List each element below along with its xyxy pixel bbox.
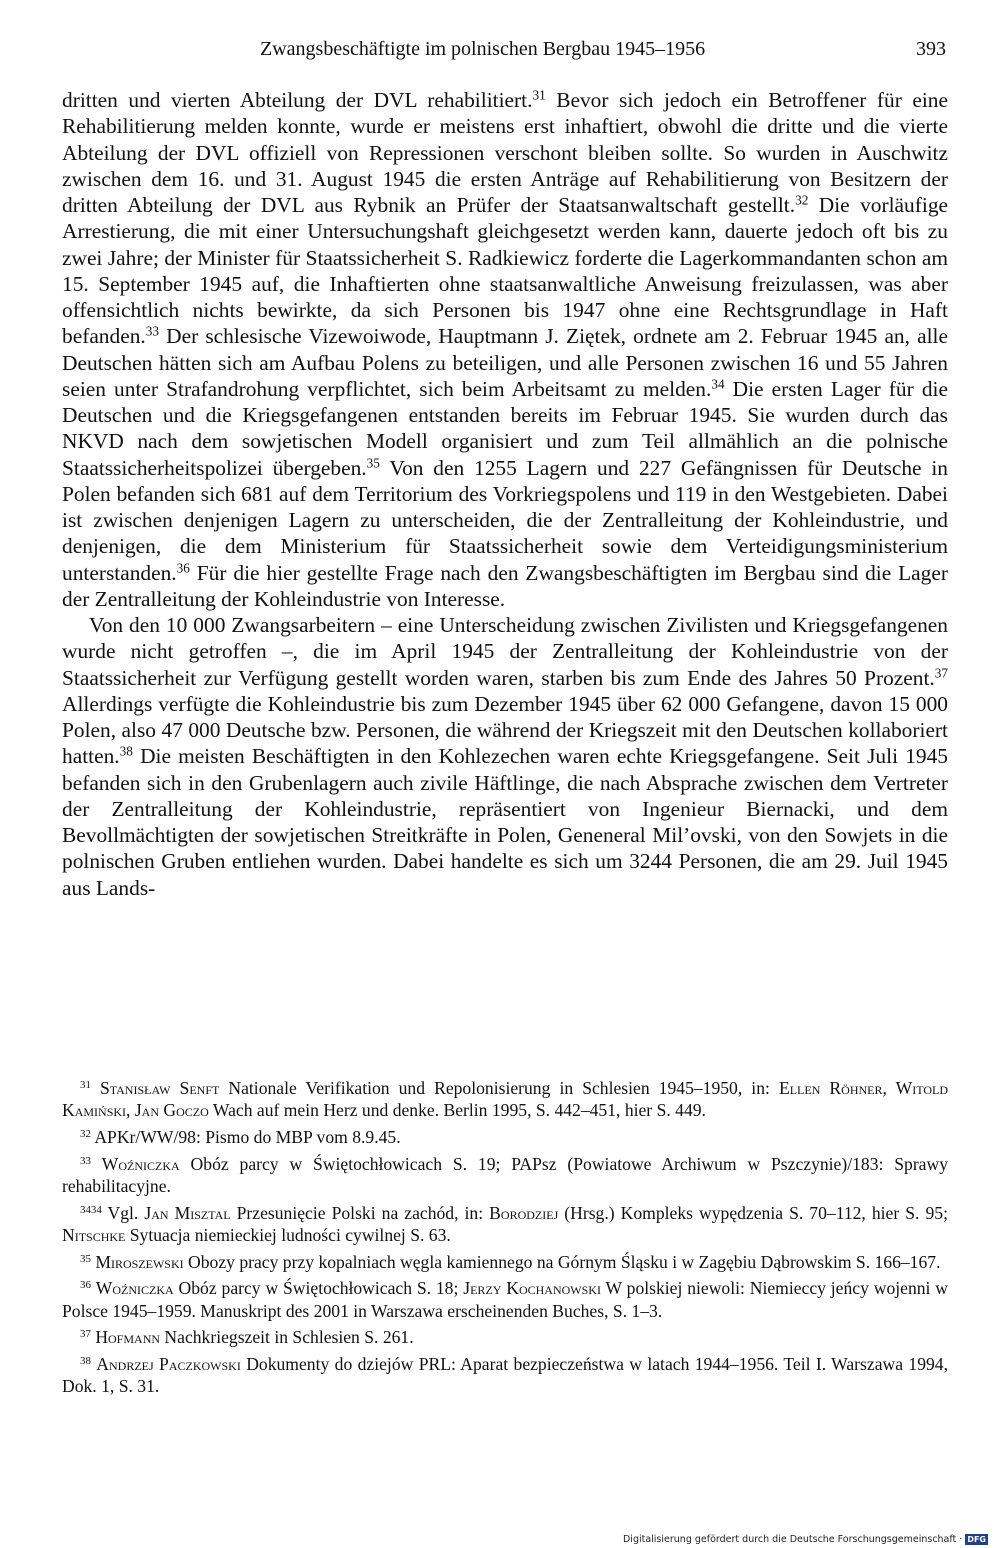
dfg-logo-icon: DFG [967,1535,986,1544]
footnote-number: 35 [80,1252,91,1265]
text-segment: Allerdings verfügte die Kohleindustrie bis zum Dezember 1945 über 62 000 Gefangene, davon 15 000 Polen, also 47 000 Deutsche bzw. Personen, die während der Kriegszeit mit den Deutschen kollaboriert hatten. [62,691,948,769]
footnote-number: 36 [80,1279,91,1292]
footnote-author: Stanisław Senft [99,1078,220,1098]
digitization-text: Digitalisierung gefördert durch die Deutsche Forschungsgemeinschaft · [622,1534,963,1545]
footnote-text: Obóz parcy w Świętochłowicach S. 19; PAPsz (Powiatowe Archiwum w Pszczynie)/183: Sprawy rehabilitacyjne. [62,1153,948,1196]
footnote-author: Andrzej Paczkowski [96,1354,241,1374]
footnote-text: Obozy pracy przy kopalniach węgla kamiennego na Górnym Śląsku i w Zagębiu Dąbrowskim S. 166–167. [183,1251,941,1272]
footnote-author: Woźniczka [95,1278,174,1299]
footnote-33 [62,1153,948,1198]
footnote-text: Przesunięcie Polski na zachód, in: [230,1202,490,1223]
footnotes [62,1077,948,1402]
footnote-text: Vgl. [101,1202,145,1223]
footnote-31 [62,1077,948,1122]
footnote-number: 33 [80,1154,91,1167]
footnote-ref-33: 33 [145,323,159,339]
footnote-author: Jerzy Kochanowski [463,1278,601,1299]
footnote-author: Ellen Röhner, Witold Kamiński, Jan Goczo [62,1078,949,1121]
footnote-text: Wach auf mein Herz und denke. Berlin 1995, S. 442–451, hier S. 449. [208,1100,706,1121]
footnote-text: Nachkriegszeit in Schlesien S. 261. [160,1327,414,1348]
text-segment: Die meisten Beschäftigten in den Kohlezechen waren echte Kriegsgefangene. Seit Juli 1945 befanden sich in den Grubenlagern auch zivile Häftlinge, die nach Absprache zwischen dem Vertreter der Zentralleitung der Kohleindustrie, repräsentiert von Ingenieur Biernacki, und dem Bevollmächtigten der sowjetischen Streitkräfte in Polen, Geneneral Mil’ovski, von den Sowjets in die polnischen Gruben entliehen wurden. Dabei handelte es sich um 3244 Personen, die am 29. Juil 1945 aus Lands- [62,744,948,900]
footnote-text: Sytuacja niemieckiej ludności cywilnej S. 63. [125,1224,451,1245]
text-segment: Der schlesische Vizewoiwode, Hauptmann J. Ziętek, ordnete am 2. Februar 1945 an, alle Deutschen hätten sich am Aufbau Polens zu beteiligen, und alle Personen zwischen 16 und 55 Jahren seien unter Strafandrohung verpflichtet, sich beim Arbeitsamt zu melden. [62,324,948,401]
digitization-note [623,1534,988,1545]
text-segment: Die vorläufige Arrestierung, die mit einer Untersuchungshaft gleichgesetzt werden kann, dauerte jedoch oft bis zu zwei Jahre; der Minister für Staatssicherheit S. Radkiewicz forderte die Lagerkommandanten schon am 15. September 1945 auf, die Inhaftierten ohne staatsanwaltliche Anweisung freizulassen, was aber offensichtlich nichts bewirkte, da sich Personen bis 1947 ohne eine Rechtsgrundlage in Haft befanden. [62,193,949,349]
footnote-number: 38 [80,1355,91,1367]
footnote-ref-34: 34 [711,376,725,392]
footnote-author: Borodziej [489,1202,559,1223]
running-title: Zwangsbeschäftigte im polnischen Bergbau 1945–1956 [260,38,706,60]
footnote-37 [62,1326,948,1348]
body-paragraph-1 [62,87,948,612]
footnote-text: Dokumenty do dziejów PRL: Aparat bezpieczeństwa w latach 1944–1956. Teil I. Warszawa 1994, Dok. 1, S. 31. [62,1354,948,1397]
footnote-number: 37 [80,1328,91,1341]
text-segment: Die ersten Lager für die Deutschen und die Kriegsgefangenen entstanden bereits im Februar 1945. Sie wurden durch das NKVD nach dem sowjetischen Modell organisiert und zum Teil allmählich an die polnische Staatssicherheitspolizei übergeben. [62,376,948,480]
footnote-author: Nitschke [62,1224,126,1245]
footnote-34 [62,1202,948,1247]
footnote-author: Miroszewski [95,1251,184,1272]
footnote-author: Hofmann [95,1327,161,1348]
text-segment: Für die hier gestellte Frage nach den Zwangsbeschäftigten im Bergbau sind die Lager der Zentralleitung der Kohleindustrie von Interesse. [62,560,948,611]
footnote-author: Jan Misztal [144,1202,231,1223]
footnote-text: APKr/WW/98: Pismo do MBP vom 8.9.45. [90,1126,401,1147]
footnote-ref-38: 38 [119,743,133,759]
text-segment: Von den 1255 Lagern und 227 Gefängnissen für Deutsche in Polen befanden sich 681 auf dem Territorium des Vorkriegspolens und 119 in den Westgebieten. Dabei ist zwischen denjenigen Lagern zu unterscheiden, die der Zentralleitung der Kohleindustrie, und denjenigen, die dem Ministerium für Staatssicherheit sowie dem Verteidigungsministerium unterstanden. [62,455,949,585]
body-text [62,87,948,901]
footnote-35 [62,1251,948,1273]
footnote-38 [62,1353,948,1398]
text-segment: dritten und vierten Abteilung der DVL rehabilitiert. [62,88,533,112]
footnote-number: 31 [80,1079,91,1091]
footnote-ref-36: 36 [176,560,190,576]
footnote-text: Nationale Verifikation und Repolonisierung in Schlesien 1945–1950, in: [219,1078,779,1098]
footnote-number: 3434 [80,1203,102,1216]
footnote-ref-35: 35 [366,455,380,471]
footnote-text: (Hrsg.) Kompleks wypędzenia S. 70–112, hier S. 95; [558,1202,948,1223]
footnote-author: Woźniczka [101,1153,180,1174]
footnote-number: 32 [80,1127,91,1140]
footnote-32 [62,1126,948,1148]
text-segment: Bevor sich jedoch ein Betroffener für eine Rehabilitierung melden konnte, wurde er meistens erst inhaftiert, obwohl die dritte und die vierte Abteilung der DVL offiziell von Repressionen verschont bleiben sollte. So wurden in Auschwitz zwischen dem 16. und 31. August 1945 die ersten Anträge auf Rehabilitierung von Besitzern der dritten Abteilung der DVL aus Rybnik an Prüfer der Staatsanwaltschaft gestellt. [62,88,948,217]
text-segment: Von den 10 000 Zwangsarbeitern – eine Unterscheidung zwischen Zivilisten und Kriegsgefangenen wurde nicht getroffen –, die im April 1945 der Zentralleitung der Kohleindustrie von der Staatssicherheit zur Verfügung gestellt worden waren, starben bis zum Ende des Jahres 50 Prozent. [62,613,948,690]
footnote-36 [62,1277,948,1322]
running-header [62,38,948,68]
footnote-text: Obóz parcy w Świętochłowicach S. 18; [173,1278,464,1299]
footnote-ref-31: 31 [532,87,546,103]
footnote-ref-32: 32 [795,192,809,208]
page-number: 393 [916,38,946,60]
footnote-ref-37: 37 [934,665,948,681]
footnote-text: W polskiej niewoli: Niemieccy jeńcy wojenni w Polsce 1945–1959. Manuskript des 2001 in Warszawa erscheinenden Buches, S. 1–3. [62,1278,948,1321]
body-paragraph-2 [62,612,948,901]
